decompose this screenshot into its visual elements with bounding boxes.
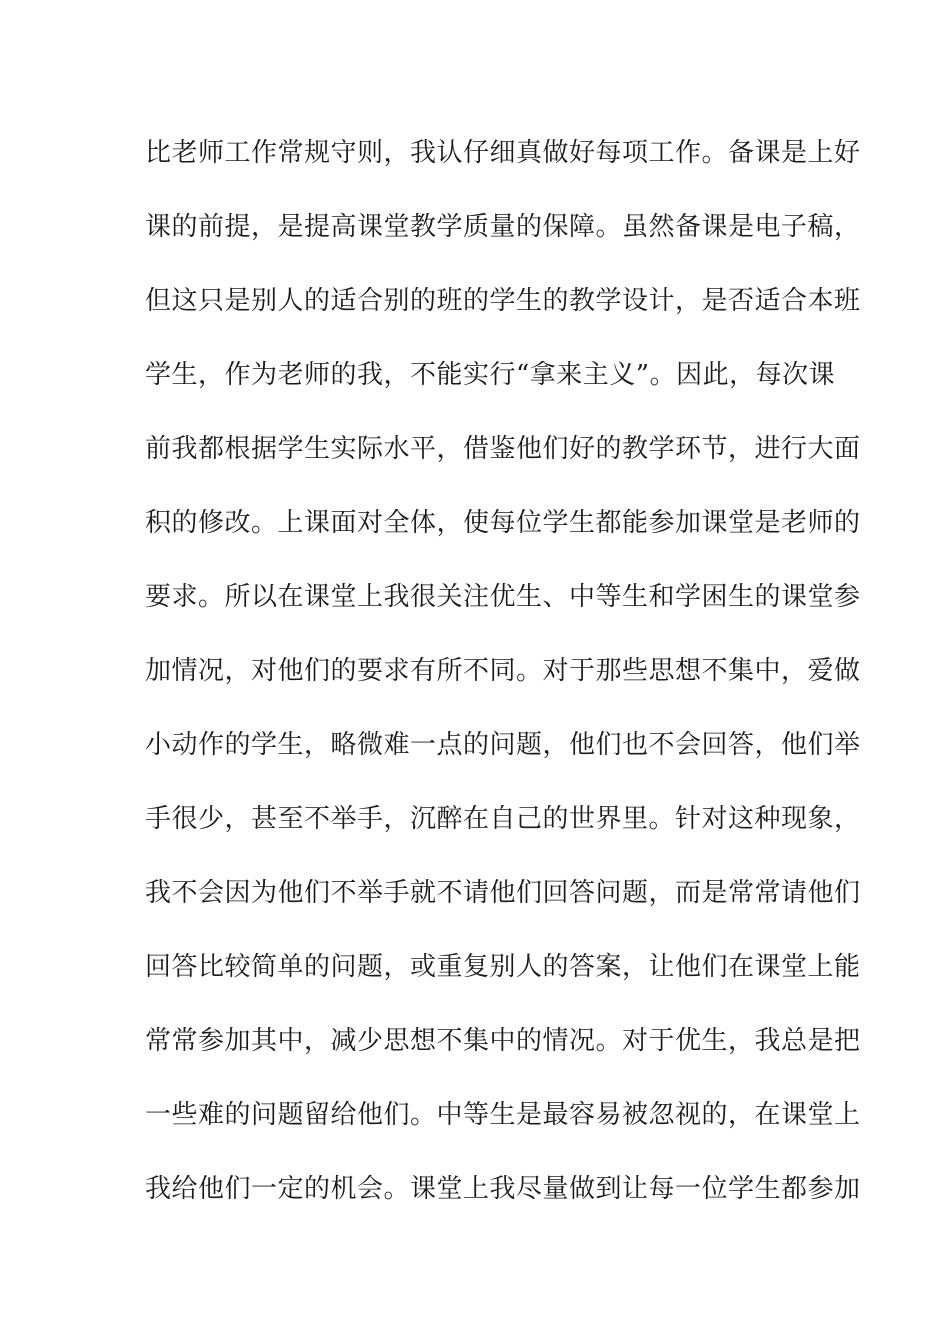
text-line: 学生，作为老师的我，不能实行“拿来主义”。因此，每次课 — [145, 360, 836, 390]
text-line: 比老师工作常规守则，我认仔细真做好每项工作。备课是上好 — [145, 138, 861, 168]
text-line: 前我都根据学生实际水平，借鉴他们好的教学环节，进行大面 — [145, 434, 861, 464]
text-line: 但这只是别人的适合别的班的学生的教学设计，是否适合本班 — [145, 286, 861, 316]
text-line: 加情况，对他们的要求有所不同。对于那些思想不集中，爱做 — [145, 656, 861, 686]
text-line: 我给他们一定的机会。课堂上我尽量做到让每一位学生都参加 — [145, 1174, 861, 1204]
text-line: 小动作的学生，略微难一点的问题，他们也不会回答，他们举 — [145, 730, 861, 760]
text-line: 常常参加其中，减少思想不集中的情况。对于优生，我总是把 — [145, 1026, 861, 1056]
text-line: 回答比较简单的问题，或重复别人的答案，让他们在课堂上能 — [145, 952, 861, 982]
text-line: 要求。所以在课堂上我很关注优生、中等生和学困生的课堂参 — [145, 582, 861, 612]
text-line: 我不会因为他们不举手就不请他们回答问题，而是常常请他们 — [145, 878, 861, 908]
text-line: 手很少，甚至不举手，沉醉在自己的世界里。针对这种现象， — [145, 804, 861, 834]
text-line: 课的前提，是提高课堂教学质量的保障。虽然备课是电子稿， — [145, 212, 861, 242]
text-line: 一些难的问题留给他们。中等生是最容易被忽视的，在课堂上 — [145, 1100, 861, 1130]
body-text — [145, 128, 861, 1238]
text-line: 积的修改。上课面对全体，使每位学生都能参加课堂是老师的 — [145, 508, 861, 538]
